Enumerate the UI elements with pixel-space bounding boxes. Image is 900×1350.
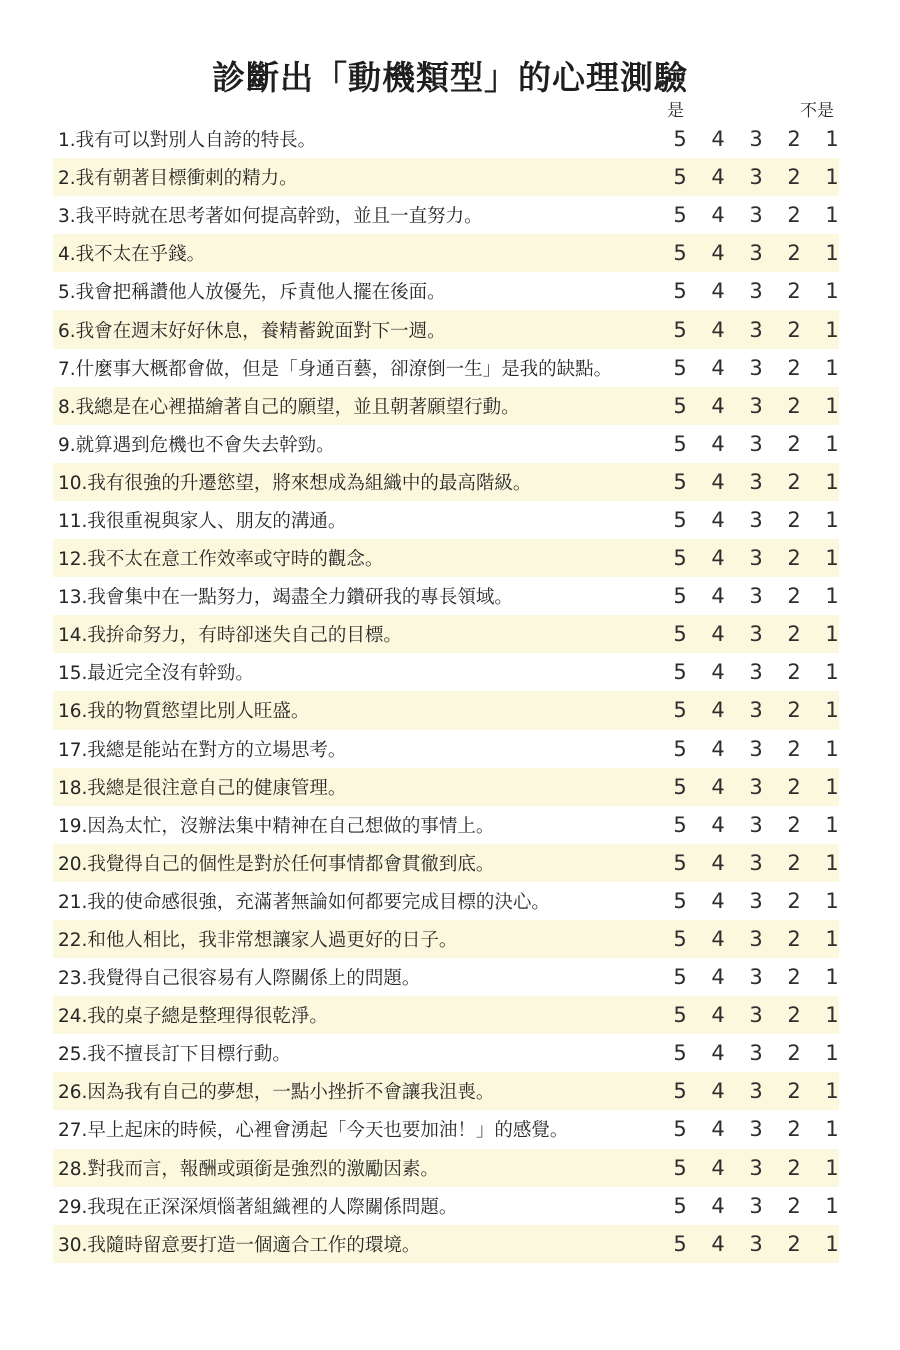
rating-options [661,958,851,996]
rating-option-4[interactable]: 4 [711,965,725,990]
question-text: 6.我會在週末好好休息，養精蓄銳面對下一週。 [58,320,446,342]
question-text: 1.我有可以對別人自誇的特長。 [58,130,317,152]
rating-option-4[interactable]: 4 [711,812,725,837]
rating-option-2[interactable]: 2 [787,1041,801,1066]
question-text: 25.我不擅長訂下目標行動。 [58,1044,291,1066]
question-list [53,120,839,1263]
rating-option-1[interactable]: 1 [825,584,839,609]
rating-option-1[interactable]: 1 [825,507,839,532]
rating-option-3[interactable]: 3 [749,355,763,380]
rating-option-5[interactable]: 5 [673,393,687,418]
scale-no-label: 不是 [800,101,834,121]
rating-option-4[interactable]: 4 [711,317,725,342]
rating-option-4[interactable]: 4 [711,1117,725,1142]
rating-option-5[interactable]: 5 [673,431,687,456]
rating-option-4[interactable]: 4 [711,927,725,952]
rating-option-3[interactable]: 3 [749,1079,763,1104]
rating-option-5[interactable]: 5 [673,1003,687,1028]
rating-option-1[interactable]: 1 [825,279,839,304]
question-row [53,577,839,615]
rating-option-4[interactable]: 4 [711,850,725,875]
rating-option-3[interactable]: 3 [749,469,763,494]
rating-option-3[interactable]: 3 [749,279,763,304]
question-text: 23.我覺得自己很容易有人際關係上的問題。 [58,968,421,990]
question-row [53,1034,839,1072]
rating-option-2[interactable]: 2 [787,546,801,571]
rating-option-5[interactable]: 5 [673,622,687,647]
question-row [53,234,839,272]
rating-options [661,387,851,425]
question-text: 2.我有朝著目標衝刺的精力。 [58,168,298,190]
rating-options [661,806,851,844]
rating-option-4[interactable]: 4 [711,127,725,152]
rating-option-3[interactable]: 3 [749,317,763,342]
rating-option-5[interactable]: 5 [673,203,687,228]
question-text: 3.我平時就在思考著如何提高幹勁，並且一直努力。 [58,206,483,228]
question-row [53,768,839,806]
rating-option-4[interactable]: 4 [711,507,725,532]
question-row [53,539,839,577]
rating-option-3[interactable]: 3 [749,888,763,913]
rating-options [661,310,851,348]
rating-option-5[interactable]: 5 [673,355,687,380]
rating-option-1[interactable]: 1 [825,850,839,875]
question-text: 15.最近完全沒有幹勁。 [58,663,254,685]
rating-options [661,1072,851,1110]
question-row [53,1149,839,1187]
rating-option-4[interactable]: 4 [711,1079,725,1104]
rating-option-4[interactable]: 4 [711,241,725,266]
question-row [53,158,839,196]
rating-option-5[interactable]: 5 [673,965,687,990]
question-row [53,310,839,348]
question-row [53,425,839,463]
question-row [53,501,839,539]
rating-option-2[interactable]: 2 [787,850,801,875]
rating-option-5[interactable]: 5 [673,1231,687,1256]
question-text: 8.我總是在心裡描繪著自己的願望，並且朝著願望行動。 [58,396,520,418]
rating-option-5[interactable]: 5 [673,279,687,304]
rating-option-2[interactable]: 2 [787,317,801,342]
rating-option-1[interactable]: 1 [825,546,839,571]
rating-option-4[interactable]: 4 [711,203,725,228]
rating-option-5[interactable]: 5 [673,127,687,152]
rating-option-3[interactable]: 3 [749,850,763,875]
rating-option-5[interactable]: 5 [673,850,687,875]
rating-option-4[interactable]: 4 [711,1155,725,1180]
rating-option-1[interactable]: 1 [825,127,839,152]
question-row [53,691,839,729]
rating-options [661,615,851,653]
rating-options [661,234,851,272]
rating-option-2[interactable]: 2 [787,165,801,190]
rating-option-5[interactable]: 5 [673,1117,687,1142]
rating-option-3[interactable]: 3 [749,1117,763,1142]
rating-options [661,539,851,577]
rating-options [661,1187,851,1225]
question-row [53,806,839,844]
question-text: 21.我的使命感很強，充滿著無論如何都要完成目標的決心。 [58,891,550,913]
rating-option-4[interactable]: 4 [711,165,725,190]
rating-option-5[interactable]: 5 [673,1193,687,1218]
rating-option-4[interactable]: 4 [711,698,725,723]
question-row [53,882,839,920]
rating-option-2[interactable]: 2 [787,507,801,532]
question-text: 4.我不太在乎錢。 [58,244,206,266]
rating-option-4[interactable]: 4 [711,1003,725,1028]
rating-option-2[interactable]: 2 [787,203,801,228]
rating-option-5[interactable]: 5 [673,241,687,266]
rating-options [661,349,851,387]
rating-option-2[interactable]: 2 [787,1003,801,1028]
rating-options [661,120,851,158]
rating-option-3[interactable]: 3 [749,1231,763,1256]
rating-option-1[interactable]: 1 [825,774,839,799]
rating-option-1[interactable]: 1 [825,393,839,418]
question-row [53,120,839,158]
rating-option-4[interactable]: 4 [711,355,725,380]
question-text: 12.我不太在意工作效率或守時的觀念。 [58,549,384,571]
question-text: 22.和他人相比，我非常想讓家人過更好的日子。 [58,930,458,952]
rating-option-3[interactable]: 3 [749,165,763,190]
rating-options [661,882,851,920]
rating-option-5[interactable]: 5 [673,927,687,952]
rating-option-2[interactable]: 2 [787,1079,801,1104]
rating-option-2[interactable]: 2 [787,927,801,952]
rating-option-2[interactable]: 2 [787,888,801,913]
rating-option-5[interactable]: 5 [673,698,687,723]
rating-option-1[interactable]: 1 [825,431,839,456]
question-text: 13.我會集中在一點努力，竭盡全力鑽研我的專長領域。 [58,587,513,609]
question-row [53,653,839,691]
rating-option-3[interactable]: 3 [749,622,763,647]
rating-option-5[interactable]: 5 [673,774,687,799]
rating-option-5[interactable]: 5 [673,1079,687,1104]
rating-option-4[interactable]: 4 [711,431,725,456]
rating-option-2[interactable]: 2 [787,736,801,761]
question-text: 11.我很重視與家人、朋友的溝通。 [58,510,347,532]
rating-option-3[interactable]: 3 [749,1003,763,1028]
question-row [53,196,839,234]
rating-option-5[interactable]: 5 [673,1041,687,1066]
rating-option-1[interactable]: 1 [825,1041,839,1066]
rating-option-2[interactable]: 2 [787,698,801,723]
question-text: 26.因為我有自己的夢想，一點小挫折不會讓我沮喪。 [58,1082,495,1104]
rating-option-1[interactable]: 1 [825,1079,839,1104]
rating-options [661,768,851,806]
rating-option-4[interactable]: 4 [711,736,725,761]
rating-options [661,425,851,463]
question-row [53,920,839,958]
question-text: 30.我隨時留意要打造一個適合工作的環境。 [58,1234,421,1256]
rating-option-3[interactable]: 3 [749,1155,763,1180]
rating-option-2[interactable]: 2 [787,431,801,456]
rating-option-3[interactable]: 3 [749,1041,763,1066]
question-text: 10.我有很強的升遷慾望，將來想成為組織中的最高階級。 [58,472,532,494]
question-row [53,615,839,653]
rating-option-3[interactable]: 3 [749,584,763,609]
question-text: 16.我的物質慾望比別人旺盛。 [58,701,310,723]
question-row [53,272,839,310]
question-text: 20.我覺得自己的個性是對於任何事情都會貫徹到底。 [58,853,495,875]
rating-options [661,272,851,310]
rating-option-2[interactable]: 2 [787,241,801,266]
rating-option-4[interactable]: 4 [711,546,725,571]
rating-options [661,844,851,882]
rating-option-1[interactable]: 1 [825,812,839,837]
rating-option-3[interactable]: 3 [749,203,763,228]
rating-options [661,1110,851,1148]
rating-option-2[interactable]: 2 [787,1193,801,1218]
rating-option-5[interactable]: 5 [673,317,687,342]
rating-option-1[interactable]: 1 [825,203,839,228]
question-text: 7.什麼事大概都會做，但是「身通百藝，卻潦倒一生」是我的缺點。 [58,358,613,380]
rating-option-1[interactable]: 1 [825,965,839,990]
rating-option-1[interactable]: 1 [825,622,839,647]
rating-option-1[interactable]: 1 [825,736,839,761]
rating-option-2[interactable]: 2 [787,393,801,418]
rating-option-3[interactable]: 3 [749,774,763,799]
rating-option-1[interactable]: 1 [825,888,839,913]
question-row [53,958,839,996]
rating-options [661,158,851,196]
rating-option-2[interactable]: 2 [787,965,801,990]
question-row [53,349,839,387]
rating-option-3[interactable]: 3 [749,698,763,723]
rating-option-1[interactable]: 1 [825,469,839,494]
rating-option-4[interactable]: 4 [711,393,725,418]
rating-option-4[interactable]: 4 [711,888,725,913]
rating-option-3[interactable]: 3 [749,965,763,990]
rating-option-4[interactable]: 4 [711,774,725,799]
question-text: 5.我會把稱讚他人放優先，斥責他人擺在後面。 [58,282,446,304]
rating-options [661,730,851,768]
rating-options [661,196,851,234]
rating-options [661,1034,851,1072]
rating-option-3[interactable]: 3 [749,927,763,952]
rating-option-4[interactable]: 4 [711,1231,725,1256]
question-text: 24.我的桌子總是整理得很乾淨。 [58,1006,328,1028]
scale-yes-label: 是 [667,101,684,121]
rating-option-5[interactable]: 5 [673,165,687,190]
page-title: 診斷出「動機類型」的心理測驗 [212,58,688,98]
rating-option-2[interactable]: 2 [787,1155,801,1180]
rating-option-1[interactable]: 1 [825,1003,839,1028]
rating-option-4[interactable]: 4 [711,469,725,494]
rating-option-1[interactable]: 1 [825,1155,839,1180]
rating-option-2[interactable]: 2 [787,774,801,799]
question-row [53,844,839,882]
rating-option-3[interactable]: 3 [749,546,763,571]
question-text: 27.早上起床的時候，心裡會湧起「今天也要加油！」的感覺。 [58,1120,569,1142]
rating-option-3[interactable]: 3 [749,431,763,456]
rating-options [661,1225,851,1263]
rating-option-1[interactable]: 1 [825,1117,839,1142]
question-row [53,996,839,1034]
rating-option-1[interactable]: 1 [825,927,839,952]
rating-option-4[interactable]: 4 [711,1041,725,1066]
rating-option-1[interactable]: 1 [825,698,839,723]
rating-options [661,996,851,1034]
rating-option-3[interactable]: 3 [749,1193,763,1218]
question-row [53,1110,839,1148]
scale-header [0,96,900,121]
question-row [53,463,839,501]
rating-options [661,577,851,615]
rating-option-4[interactable]: 4 [711,279,725,304]
rating-option-2[interactable]: 2 [787,812,801,837]
question-text: 14.我拚命努力，有時卻迷失自己的目標。 [58,625,402,647]
question-row [53,1187,839,1225]
question-row [53,387,839,425]
rating-option-5[interactable]: 5 [673,507,687,532]
question-text: 19.因為太忙，沒辦法集中精神在自己想做的事情上。 [58,815,495,837]
question-text: 18.我總是很注意自己的健康管理。 [58,777,347,799]
rating-option-1[interactable]: 1 [825,355,839,380]
rating-option-2[interactable]: 2 [787,469,801,494]
rating-option-2[interactable]: 2 [787,1231,801,1256]
question-text: 28.對我而言，報酬或頭銜是強烈的激勵因素。 [58,1158,439,1180]
rating-option-5[interactable]: 5 [673,546,687,571]
rating-options [661,691,851,729]
rating-option-1[interactable]: 1 [825,1193,839,1218]
rating-option-2[interactable]: 2 [787,279,801,304]
question-text: 29.我現在正深深煩惱著組織裡的人際關係問題。 [58,1196,458,1218]
rating-option-3[interactable]: 3 [749,127,763,152]
rating-option-2[interactable]: 2 [787,355,801,380]
rating-options [661,1149,851,1187]
rating-option-1[interactable]: 1 [825,660,839,685]
rating-option-2[interactable]: 2 [787,584,801,609]
question-row [53,730,839,768]
rating-options [661,653,851,691]
rating-option-2[interactable]: 2 [787,660,801,685]
rating-option-1[interactable]: 1 [825,1231,839,1256]
rating-options [661,463,851,501]
rating-option-3[interactable]: 3 [749,812,763,837]
rating-option-1[interactable]: 1 [825,317,839,342]
rating-option-2[interactable]: 2 [787,127,801,152]
rating-option-4[interactable]: 4 [711,1193,725,1218]
rating-option-1[interactable]: 1 [825,241,839,266]
question-text: 17.我總是能站在對方的立場思考。 [58,739,347,761]
rating-options [661,920,851,958]
rating-option-4[interactable]: 4 [711,584,725,609]
rating-option-5[interactable]: 5 [673,812,687,837]
rating-option-3[interactable]: 3 [749,241,763,266]
question-row [53,1225,839,1263]
rating-options [661,501,851,539]
rating-option-5[interactable]: 5 [673,660,687,685]
rating-option-5[interactable]: 5 [673,736,687,761]
rating-option-3[interactable]: 3 [749,507,763,532]
rating-option-5[interactable]: 5 [673,888,687,913]
question-row [53,1072,839,1110]
rating-option-3[interactable]: 3 [749,660,763,685]
rating-option-1[interactable]: 1 [825,165,839,190]
rating-option-2[interactable]: 2 [787,622,801,647]
rating-option-5[interactable]: 5 [673,469,687,494]
rating-option-3[interactable]: 3 [749,393,763,418]
rating-option-4[interactable]: 4 [711,660,725,685]
rating-option-5[interactable]: 5 [673,584,687,609]
rating-option-4[interactable]: 4 [711,622,725,647]
rating-option-2[interactable]: 2 [787,1117,801,1142]
rating-option-3[interactable]: 3 [749,736,763,761]
question-text: 9.就算遇到危機也不會失去幹勁。 [58,434,335,456]
rating-option-5[interactable]: 5 [673,1155,687,1180]
